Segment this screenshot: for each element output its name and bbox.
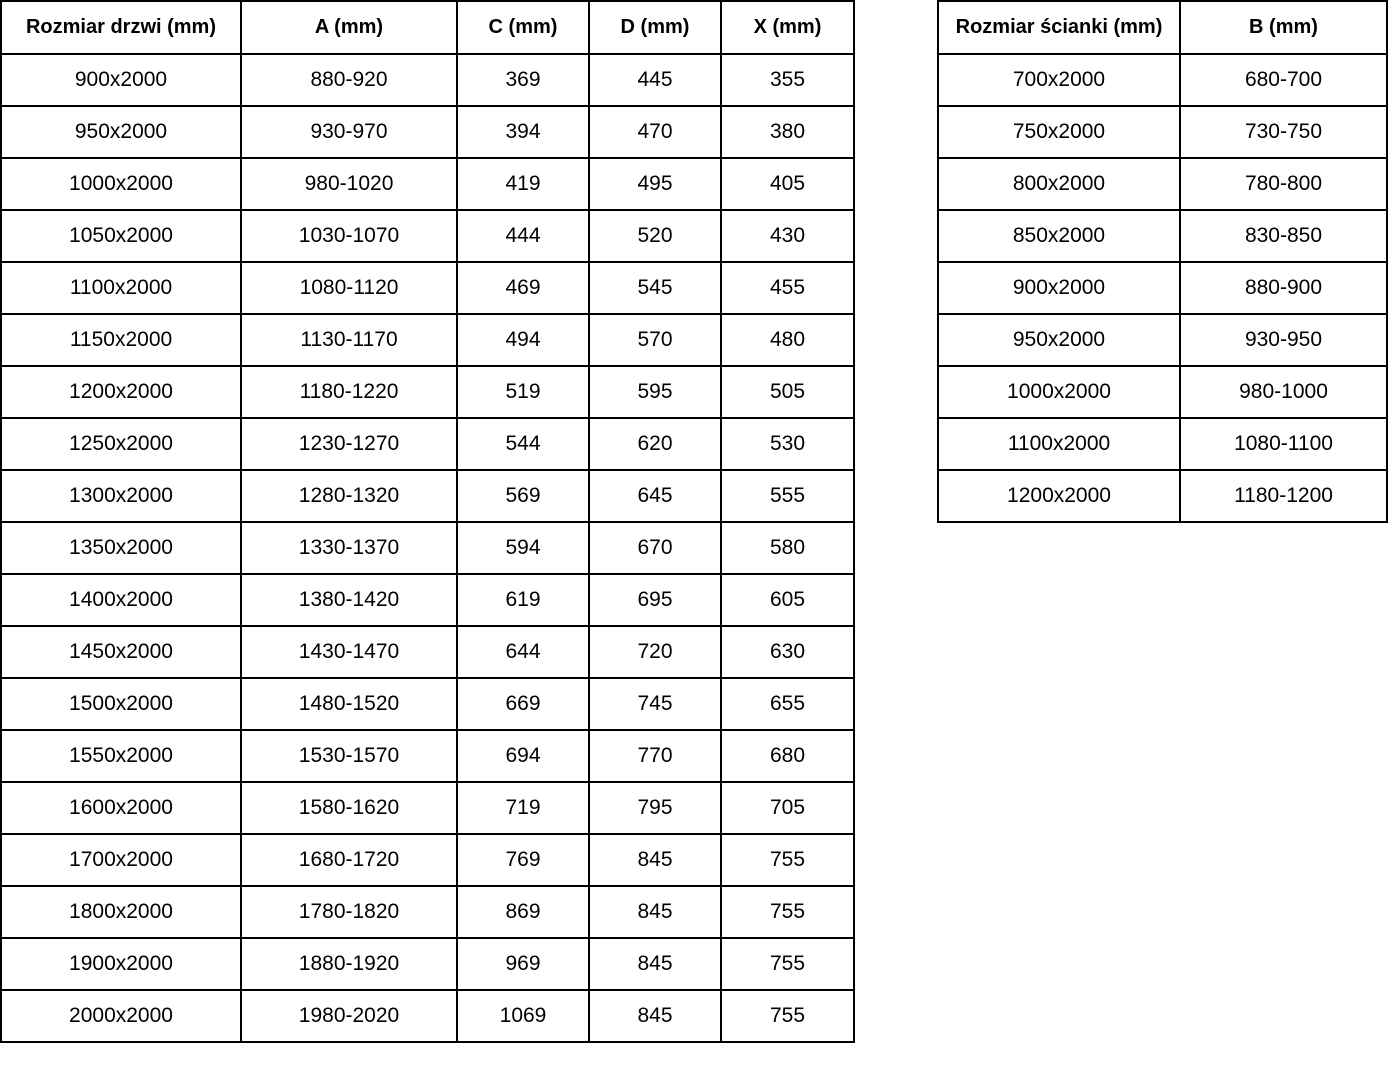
table-row [938, 158, 1387, 210]
table-row [1, 366, 854, 418]
table-row [938, 210, 1387, 262]
door-table-header-row [1, 1, 854, 54]
table-row [1, 626, 854, 678]
table-cell: 445 [589, 54, 721, 106]
table-cell: 594 [457, 522, 589, 574]
table-row [1, 782, 854, 834]
table-cell: 419 [457, 158, 589, 210]
table-cell: 800x2000 [938, 158, 1180, 210]
table-cell: 1200x2000 [1, 366, 241, 418]
table-cell: 1280-1320 [241, 470, 457, 522]
table-cell: 1180-1200 [1180, 470, 1387, 522]
table-row [1, 54, 854, 106]
table-cell: 845 [589, 990, 721, 1042]
table-cell: 405 [721, 158, 854, 210]
table-cell: 680-700 [1180, 54, 1387, 106]
table-cell: 669 [457, 678, 589, 730]
table-cell: 1530-1570 [241, 730, 457, 782]
table-cell: 830-850 [1180, 210, 1387, 262]
table-row [1, 158, 854, 210]
table-cell: 1800x2000 [1, 886, 241, 938]
table-cell: 1069 [457, 990, 589, 1042]
table-cell: 605 [721, 574, 854, 626]
table-cell: 1900x2000 [1, 938, 241, 990]
table-row [1, 470, 854, 522]
table-row [938, 418, 1387, 470]
table-cell: 845 [589, 834, 721, 886]
table-cell: 620 [589, 418, 721, 470]
table-row [938, 54, 1387, 106]
table-cell: 544 [457, 418, 589, 470]
table-cell: 1680-1720 [241, 834, 457, 886]
table-cell: 1330-1370 [241, 522, 457, 574]
table-cell: 1100x2000 [938, 418, 1180, 470]
table-cell: 1180-1220 [241, 366, 457, 418]
table-cell: 900x2000 [1, 54, 241, 106]
table-row [1, 314, 854, 366]
table-cell: 1230-1270 [241, 418, 457, 470]
table-cell: 1200x2000 [938, 470, 1180, 522]
table-cell: 519 [457, 366, 589, 418]
table-cell: 845 [589, 938, 721, 990]
table-cell: 470 [589, 106, 721, 158]
column-header: Rozmiar drzwi (mm) [1, 1, 241, 54]
table-cell: 780-800 [1180, 158, 1387, 210]
table-cell: 1480-1520 [241, 678, 457, 730]
door-table-body [1, 54, 854, 1042]
table-cell: 755 [721, 834, 854, 886]
table-cell: 1000x2000 [938, 366, 1180, 418]
table-row [1, 730, 854, 782]
table-cell: 1880-1920 [241, 938, 457, 990]
table-cell: 719 [457, 782, 589, 834]
table-cell: 1550x2000 [1, 730, 241, 782]
table-cell: 469 [457, 262, 589, 314]
table-cell: 655 [721, 678, 854, 730]
table-cell: 969 [457, 938, 589, 990]
table-cell: 355 [721, 54, 854, 106]
table-row [1, 990, 854, 1042]
table-row [1, 262, 854, 314]
table-cell: 980-1000 [1180, 366, 1387, 418]
table-cell: 730-750 [1180, 106, 1387, 158]
table-cell: 695 [589, 574, 721, 626]
table-cell: 1400x2000 [1, 574, 241, 626]
table-cell: 545 [589, 262, 721, 314]
table-cell: 555 [721, 470, 854, 522]
table-cell: 619 [457, 574, 589, 626]
table-row [1, 834, 854, 886]
table-row [1, 678, 854, 730]
table-cell: 869 [457, 886, 589, 938]
table-row [1, 938, 854, 990]
table-row [1, 522, 854, 574]
table-cell: 1780-1820 [241, 886, 457, 938]
table-cell: 930-950 [1180, 314, 1387, 366]
table-cell: 1080-1100 [1180, 418, 1387, 470]
column-header: Rozmiar ścianki (mm) [938, 1, 1180, 54]
table-cell: 755 [721, 990, 854, 1042]
table-cell: 644 [457, 626, 589, 678]
table-cell: 755 [721, 938, 854, 990]
table-row [938, 470, 1387, 522]
table-cell: 750x2000 [938, 106, 1180, 158]
table-cell: 569 [457, 470, 589, 522]
table-cell: 694 [457, 730, 589, 782]
table-cell: 1130-1170 [241, 314, 457, 366]
table-cell: 1600x2000 [1, 782, 241, 834]
table-cell: 980-1020 [241, 158, 457, 210]
table-cell: 769 [457, 834, 589, 886]
table-cell: 630 [721, 626, 854, 678]
table-row [938, 106, 1387, 158]
table-cell: 755 [721, 886, 854, 938]
table-cell: 880-900 [1180, 262, 1387, 314]
table-cell: 1050x2000 [1, 210, 241, 262]
table-cell: 444 [457, 210, 589, 262]
table-cell: 1700x2000 [1, 834, 241, 886]
table-cell: 1380-1420 [241, 574, 457, 626]
table-cell: 1150x2000 [1, 314, 241, 366]
table-cell: 1080-1120 [241, 262, 457, 314]
table-cell: 680 [721, 730, 854, 782]
table-row [938, 314, 1387, 366]
table-row [1, 886, 854, 938]
table-cell: 930-970 [241, 106, 457, 158]
table-cell: 580 [721, 522, 854, 574]
column-header: A (mm) [241, 1, 457, 54]
table-cell: 595 [589, 366, 721, 418]
table-cell: 455 [721, 262, 854, 314]
table-cell: 1030-1070 [241, 210, 457, 262]
table-row [1, 574, 854, 626]
column-header: B (mm) [1180, 1, 1387, 54]
table-row [1, 210, 854, 262]
wall-table-header-row [938, 1, 1387, 54]
table-cell: 845 [589, 886, 721, 938]
table-cell: 950x2000 [1, 106, 241, 158]
table-cell: 1100x2000 [1, 262, 241, 314]
table-cell: 480 [721, 314, 854, 366]
table-cell: 645 [589, 470, 721, 522]
table-cell: 520 [589, 210, 721, 262]
table-cell: 1430-1470 [241, 626, 457, 678]
table-row [1, 106, 854, 158]
table-cell: 494 [457, 314, 589, 366]
table-cell: 495 [589, 158, 721, 210]
column-header: X (mm) [721, 1, 854, 54]
table-cell: 505 [721, 366, 854, 418]
table-cell: 950x2000 [938, 314, 1180, 366]
table-cell: 1300x2000 [1, 470, 241, 522]
table-cell: 795 [589, 782, 721, 834]
table-cell: 369 [457, 54, 589, 106]
table-cell: 900x2000 [938, 262, 1180, 314]
table-cell: 530 [721, 418, 854, 470]
table-cell: 850x2000 [938, 210, 1180, 262]
table-cell: 1580-1620 [241, 782, 457, 834]
table-cell: 880-920 [241, 54, 457, 106]
table-cell: 1000x2000 [1, 158, 241, 210]
table-cell: 770 [589, 730, 721, 782]
table-cell: 430 [721, 210, 854, 262]
table-row [1, 418, 854, 470]
table-cell: 705 [721, 782, 854, 834]
column-header: C (mm) [457, 1, 589, 54]
table-cell: 1450x2000 [1, 626, 241, 678]
table-cell: 745 [589, 678, 721, 730]
table-cell: 380 [721, 106, 854, 158]
wall-panel-size-table [937, 0, 1388, 523]
wall-table-body [938, 54, 1387, 522]
table-cell: 2000x2000 [1, 990, 241, 1042]
table-cell: 1350x2000 [1, 522, 241, 574]
column-header: D (mm) [589, 1, 721, 54]
table-cell: 1980-2020 [241, 990, 457, 1042]
table-cell: 720 [589, 626, 721, 678]
table-row [938, 366, 1387, 418]
table-cell: 570 [589, 314, 721, 366]
table-cell: 394 [457, 106, 589, 158]
table-cell: 700x2000 [938, 54, 1180, 106]
table-cell: 670 [589, 522, 721, 574]
table-cell: 1500x2000 [1, 678, 241, 730]
table-row [938, 262, 1387, 314]
table-cell: 1250x2000 [1, 418, 241, 470]
